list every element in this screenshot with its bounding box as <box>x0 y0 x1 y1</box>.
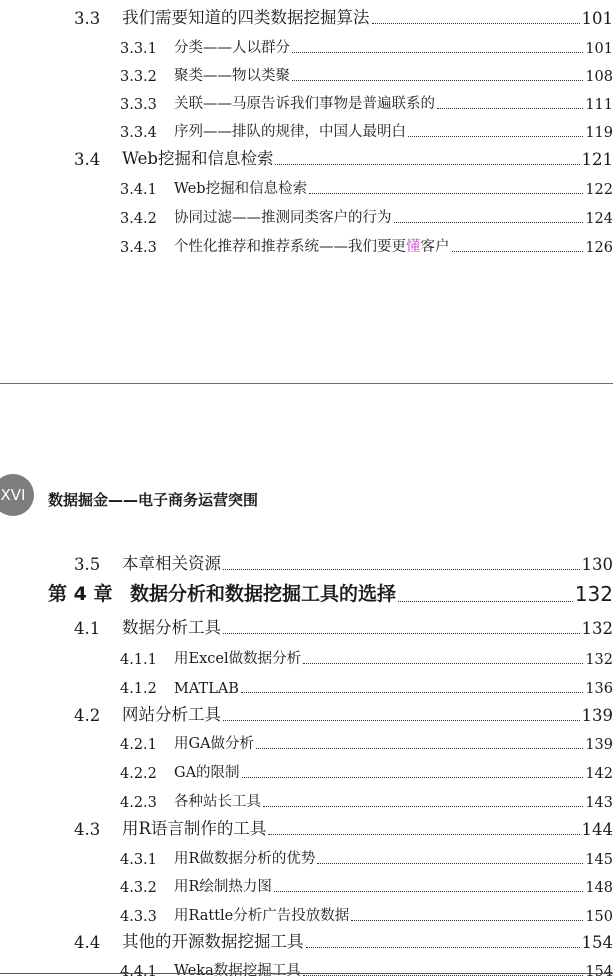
toc-entry-3-3[interactable] <box>0 2 613 28</box>
dot-leader <box>275 164 579 165</box>
highlighted-character: 懂 <box>406 239 421 255</box>
toc-title: 网站分析工具 <box>122 701 221 725</box>
toc-entry-4-2-1[interactable] <box>0 727 613 753</box>
toc-page-number: 124 <box>585 211 613 227</box>
toc-title: 各种站长工具 <box>174 790 261 811</box>
toc-title: GA的限制 <box>174 761 240 782</box>
dot-leader <box>306 947 580 948</box>
dot-leader <box>317 863 583 864</box>
toc-entry-4-1-1[interactable] <box>0 642 613 668</box>
toc-number: 4.1.1 <box>0 652 174 668</box>
dot-leader <box>274 891 583 892</box>
toc-entry-3-4-1[interactable] <box>0 172 613 198</box>
toc-entry-chapter-4[interactable] <box>0 580 613 606</box>
toc-page-number: 154 <box>585 964 613 980</box>
toc-entry-4-2-2[interactable] <box>0 756 613 782</box>
dot-leader <box>303 975 584 976</box>
toc-title-part: 客户 <box>421 239 450 255</box>
toc-title: 协同过滤——推测同类客户的行为 <box>174 206 392 227</box>
toc-title: Web挖掘和信息检索 <box>122 145 273 169</box>
toc-entry-4-3-2[interactable] <box>0 870 613 896</box>
dot-leader <box>256 748 583 749</box>
toc-page-number: 136 <box>585 681 613 697</box>
dot-leader <box>309 193 583 194</box>
toc-entry-4-2-3[interactable] <box>0 785 613 811</box>
toc-page-number: 132 <box>585 652 613 668</box>
toc-page-number: 132 <box>575 582 613 606</box>
running-head-title: 数据掘金——电子商务运营突围 <box>48 489 258 510</box>
toc-number: 3.3 <box>0 9 122 28</box>
toc-page-number: 145 <box>585 852 613 868</box>
toc-number: 3.3.1 <box>0 41 174 57</box>
toc-title <box>174 235 450 256</box>
toc-number: 3.4.3 <box>0 240 174 256</box>
toc-page-number: 154 <box>582 933 613 952</box>
toc-entry-3-3-2[interactable] <box>0 59 613 85</box>
toc-entry-3-3-4[interactable] <box>0 115 613 141</box>
toc-number: 3.5 <box>0 555 122 574</box>
toc-number: 4.3.2 <box>0 880 174 896</box>
toc-number: 3.4.1 <box>0 182 174 198</box>
toc-page-number: 132 <box>582 619 613 638</box>
toc-page-number: 139 <box>585 737 613 753</box>
toc-title-part: 个性化推荐和推荐系统——我们要更 <box>174 239 406 255</box>
toc-page-number: 119 <box>585 125 613 141</box>
toc-page-number: 143 <box>585 795 613 811</box>
toc-number: 4.2.2 <box>0 766 174 782</box>
toc-title: 分类——人以群分 <box>174 36 290 57</box>
toc-page-number: 142 <box>585 766 613 782</box>
dot-leader <box>292 52 583 53</box>
toc-number: 3.3.4 <box>0 125 174 141</box>
dot-leader <box>398 601 573 602</box>
toc-entry-4-4[interactable] <box>0 926 613 952</box>
toc-number: 4.4 <box>0 933 122 952</box>
toc-page-number: 108 <box>585 69 613 85</box>
toc-number: 3.3.3 <box>0 97 174 113</box>
toc-number: 4.4.1 <box>0 964 174 980</box>
toc-entry-4-4-1[interactable] <box>0 954 613 980</box>
page-folio-badge <box>0 474 34 516</box>
toc-title: 用GA做分析 <box>174 732 254 753</box>
toc-page-number: 122 <box>585 182 613 198</box>
toc-chapter-title: 数据分析和数据挖掘工具的选择 <box>130 579 396 606</box>
toc-number: 4.2 <box>0 706 122 725</box>
dot-leader <box>303 663 583 664</box>
toc-title: MATLAB <box>174 681 239 697</box>
toc-number: 3.3.2 <box>0 69 174 85</box>
toc-page-number: 144 <box>582 820 613 839</box>
toc-number: 4.1 <box>0 619 122 638</box>
toc-title: 我们需要知道的四类数据挖掘算法 <box>122 4 370 28</box>
toc-entry-4-3-1[interactable] <box>0 842 613 868</box>
toc-title: 本章相关资源 <box>122 550 221 574</box>
dot-leader <box>223 720 580 721</box>
dot-leader <box>408 136 583 137</box>
dot-leader <box>437 108 583 109</box>
toc-page-number: 121 <box>582 150 613 169</box>
toc-page-number: 111 <box>585 97 613 113</box>
toc-number: 4.2.3 <box>0 795 174 811</box>
toc-number: 4.3.1 <box>0 852 174 868</box>
dot-leader <box>223 633 580 634</box>
dot-leader <box>268 834 579 835</box>
toc-number: 4.3.3 <box>0 909 174 925</box>
toc-number: 3.4.2 <box>0 211 174 227</box>
toc-page-number: 126 <box>585 240 613 256</box>
dot-leader <box>242 777 584 778</box>
toc-number: 4.3 <box>0 820 122 839</box>
dot-leader <box>394 222 584 223</box>
toc-title: Weka数据挖掘工具 <box>174 959 301 980</box>
toc-entry-4-2[interactable] <box>0 699 613 725</box>
toc-entry-3-3-3[interactable] <box>0 87 613 113</box>
dot-leader <box>292 80 583 81</box>
toc-chapter-number: 第 4 章 <box>0 579 130 606</box>
page-folio-number: XVI <box>1 486 26 504</box>
toc-page-number: 130 <box>582 555 613 574</box>
toc-entry-3-3-1[interactable] <box>0 31 613 57</box>
toc-page-number: 139 <box>582 706 613 725</box>
dot-leader <box>223 569 580 570</box>
toc-entry-4-3-3[interactable] <box>0 899 613 925</box>
toc-title: 序列——排队的规律，中国人最明白 <box>174 120 406 141</box>
toc-entry-3-4-3[interactable] <box>0 230 613 256</box>
toc-title: 聚类——物以类聚 <box>174 64 290 85</box>
toc-page-number: 101 <box>582 9 613 28</box>
toc-entry-3-4-2[interactable] <box>0 201 613 227</box>
toc-page-number: 101 <box>585 41 613 57</box>
bottom-edge-rule <box>0 973 613 974</box>
toc-title: 用Rattle分析广告投放数据 <box>174 904 349 925</box>
toc-entry-4-3[interactable] <box>0 813 613 839</box>
toc-title: 关联——马原告诉我们事物是普遍联系的 <box>174 92 435 113</box>
toc-page-number: 148 <box>585 880 613 896</box>
toc-entry-4-1-2[interactable] <box>0 671 613 697</box>
dot-leader <box>263 806 583 807</box>
toc-title: 用R语言制作的工具 <box>122 815 266 839</box>
toc-title: Web挖掘和信息检索 <box>174 177 307 198</box>
toc-title: 用Excel做数据分析 <box>174 647 301 668</box>
dot-leader <box>351 920 583 921</box>
toc-entry-4-1[interactable] <box>0 612 613 638</box>
toc-title: 其他的开源数据挖掘工具 <box>122 928 304 952</box>
toc-number: 4.1.2 <box>0 681 174 697</box>
toc-title: 数据分析工具 <box>122 614 221 638</box>
toc-entry-3-4[interactable] <box>0 143 613 169</box>
page-break-divider <box>0 383 613 384</box>
dot-leader <box>452 251 584 252</box>
toc-page-number: 150 <box>585 909 613 925</box>
dot-leader <box>241 692 583 693</box>
dot-leader <box>372 23 580 24</box>
toc-entry-3-5[interactable] <box>0 548 613 574</box>
toc-title: 用R绘制热力图 <box>174 875 272 896</box>
toc-number: 4.2.1 <box>0 737 174 753</box>
toc-title: 用R做数据分析的优势 <box>174 847 315 868</box>
toc-number: 3.4 <box>0 150 122 169</box>
